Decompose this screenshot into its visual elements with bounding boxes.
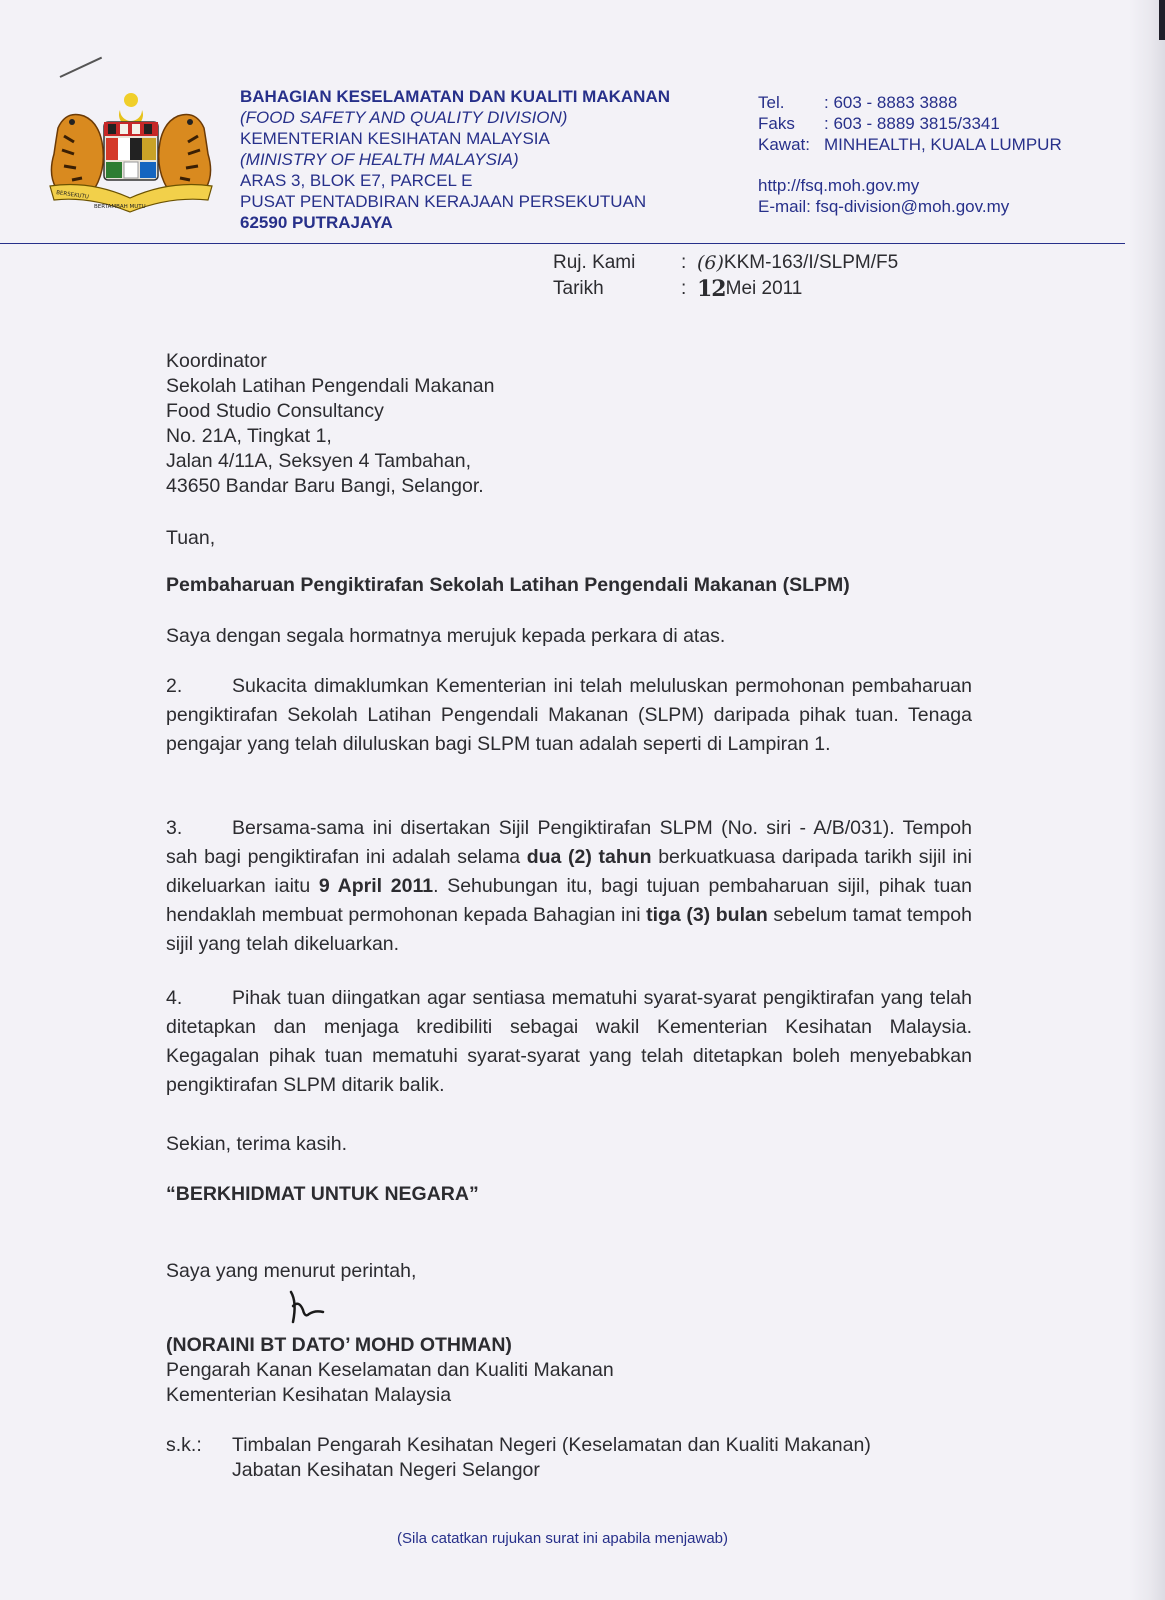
wire-label: Kawat: (758, 135, 810, 154)
reference-label: Ruj. Kami (553, 252, 636, 273)
reference-colon: : (681, 252, 687, 273)
recipient-line: No. 21A, Tingkat 1, (166, 425, 332, 447)
ministry-name-english: (MINISTRY OF HEALTH MALAYSIA) (240, 150, 519, 169)
carbon-copy (166, 1433, 972, 1483)
paragraph-number: 4. (166, 987, 183, 1009)
paper-edge-shadow (1129, 0, 1165, 1600)
footer-note: (Sila catatkan rujukan surat ini apabila menjawab) (396, 1530, 728, 1547)
cc-recipients (232, 1433, 871, 1483)
signatory-ministry: Kementerian Kesihatan Malaysia (166, 1384, 452, 1406)
address-line-1: ARAS 3, BLOK E7, PARCEL E (240, 171, 473, 190)
recipient-address (166, 349, 972, 499)
yours-faithfully: Saya yang menurut perintah, (166, 1260, 417, 1282)
scan-corner (1159, 0, 1165, 40)
fax-row (758, 113, 1138, 134)
website: http://fsq.moh.gov.my (758, 176, 920, 195)
fax-label: Faks (758, 114, 795, 133)
date-colon: : (681, 278, 687, 299)
motto: “BERKHIDMAT UNTUK NEGARA” (166, 1183, 479, 1205)
header-organization (240, 86, 740, 233)
cc-line: Timbalan Pengarah Kesihatan Negeri (Keselamatan dan Kualiti Makanan) (232, 1434, 871, 1456)
tel-value: : 603 - 8883 3888 (824, 93, 958, 112)
paragraph-2 (166, 672, 972, 759)
ministry-name-malay: KEMENTERIAN KESIHATAN MALAYSIA (240, 129, 550, 148)
salutation: Tuan, (166, 527, 216, 549)
wire-value: MINHEALTH, KUALA LUMPUR (824, 135, 1062, 154)
recipient-line: Sekolah Latihan Pengendali Makanan (166, 375, 495, 397)
org-name-english: (FOOD SAFETY AND QUALITY DIVISION) (240, 108, 568, 127)
signatory-block (166, 1333, 972, 1408)
fax-value: : 603 - 8889 3815/3341 (824, 114, 1000, 133)
signatory-name: (NORAINI BT DATO’ MOHD OTHMAN) (166, 1334, 512, 1356)
org-name-malay: BAHAGIAN KESELAMATAN DAN KUALITI MAKANAN (240, 87, 671, 106)
paragraph-number: 3. (166, 817, 183, 839)
reference-block (553, 250, 898, 302)
reference-number: KKM-163/I/SLPM/F5 (723, 252, 899, 273)
crest-banner-left-text: BERSEKUTU (55, 190, 90, 201)
date-row (553, 276, 898, 302)
date-label: Tarikh (553, 278, 604, 299)
address-postcode: 62590 PUTRAJAYA (240, 213, 393, 232)
reference-row (553, 250, 898, 276)
header-contact (758, 92, 1138, 217)
crest-banner-right-text: BERTAMBAH MUTU (94, 204, 146, 210)
cc-label: s.k.: (166, 1434, 202, 1456)
paragraph-text: . Sehubungan itu, bagi tujuan pembaharuan sijil, pihak tuan hendaklah membuat permohonan kepada Bahagian ini (166, 875, 972, 926)
paragraph-number: 2. (166, 675, 183, 697)
paragraph-1: Saya dengan segala hormatnya merujuk kepada perkara di atas. (166, 625, 726, 647)
handwritten-signature (285, 1288, 335, 1328)
malaysia-coat-of-arms-logo (46, 88, 216, 218)
tel-label: Tel. (758, 93, 785, 112)
wire-row (758, 134, 1138, 155)
paragraph-3 (166, 814, 972, 959)
paragraph-text: sebelum tamat tempoh sijil yang telah dikeluarkan. (166, 904, 972, 955)
issue-date: 9 April 2011 (318, 875, 434, 897)
paragraph-text: berkuatkuasa daripada tarikh sijil ini dikeluarkan iaitu (166, 846, 972, 897)
renewal-notice-period: tiga (3) bulan (646, 904, 768, 926)
paragraph-4 (166, 984, 972, 1100)
closing: Sekian, terima kasih. (166, 1133, 347, 1155)
pen-mark (60, 57, 103, 78)
signatory-title: Pengarah Kanan Keselamatan dan Kualiti Makanan (166, 1359, 614, 1381)
recipient-line: Koordinator (166, 350, 267, 372)
letter-subject: Pembaharuan Pengiktirafan Sekolah Latihan Pengendali Makanan (SLPM) (166, 574, 850, 596)
validity-period: dua (2) tahun (526, 846, 652, 868)
paragraph-text: Bersama-sama ini disertakan Sijil Pengiktirafan SLPM (No. siri - A/B/031). Tempoh sah bagi pengiktirafan ini adalah selama (166, 817, 972, 868)
header-divider (0, 243, 1125, 244)
cc-line: Jabatan Kesihatan Negeri Selangor (232, 1459, 540, 1481)
recipient-line: 43650 Bandar Baru Bangi, Selangor. (166, 475, 484, 497)
reference-handwritten: (6) (697, 252, 724, 274)
email: E-mail: fsq-division@moh.gov.my (758, 197, 1010, 216)
recipient-line: Food Studio Consultancy (166, 400, 384, 422)
star-icon (124, 93, 138, 107)
address-line-2: PUSAT PENTADBIRAN KERAJAAN PERSEKUTUAN (240, 192, 647, 211)
paragraph-text: Sukacita dimaklumkan Kementerian ini telah meluluskan permohonan pembaharuan pengiktirafan Sekolah Latihan Pengendali Makanan (SLPM) daripada pihak tuan. Tenaga pengajar yang telah diluluskan bagi SLPM tuan adalah seperti di Lampiran 1. (166, 675, 972, 755)
date-handwritten-day: 12 (697, 276, 726, 302)
tel-row (758, 92, 1138, 113)
date-month-year: Mei 2011 (725, 278, 803, 299)
paragraph-text: Pihak tuan diingatkan agar sentiasa mematuhi syarat-syarat pengiktirafan yang telah ditetapkan dan menjaga kredibiliti sebagai wakil Kementerian Kesihatan Malaysia. Kegagalan pihak tuan mematuhi syarat-syarat yang telah ditetapkan boleh menyebabkan pengiktirafan SLPM ditarik balik. (166, 987, 972, 1096)
recipient-line: Jalan 4/11A, Seksyen 4 Tambahan, (166, 450, 471, 472)
